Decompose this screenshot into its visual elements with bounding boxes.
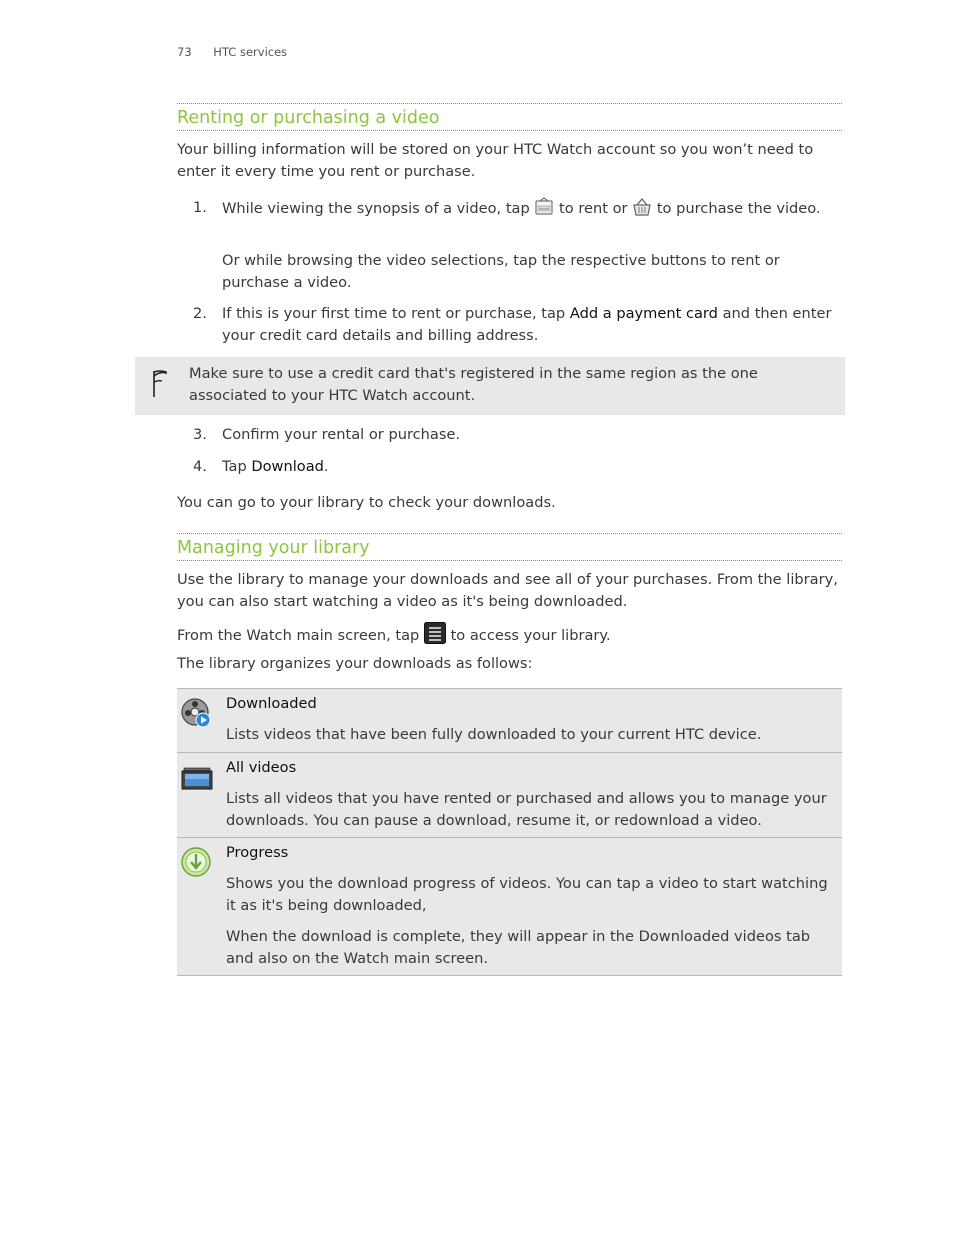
row-title-all-videos: All videos: [226, 759, 297, 776]
page-number: 73: [177, 45, 192, 59]
section1-intro: Your billing information will be stored on your HTC Watch account so you won’t need to enter it every time you rent or purchase.: [177, 141, 814, 180]
access-part1: From the Watch main screen, tap: [177, 627, 420, 644]
step-1-number: 1.: [193, 199, 207, 216]
step-1-part3: to purchase the: [656, 200, 772, 217]
step-2-text: [222, 303, 834, 347]
note-text: Make sure to use a credit card that's registered in the same region as the one associated to your HTC Watch account.: [189, 365, 758, 404]
rent-icon: [534, 197, 554, 224]
page-header: [177, 45, 287, 59]
step-4-suffix: .: [323, 458, 329, 475]
library-row-all-videos: [177, 753, 842, 838]
access-library-text: [177, 622, 842, 651]
step-4-text: [222, 456, 834, 478]
section1-outro: You can go to your library to check your downloads.: [177, 494, 556, 511]
section-title-renting: Renting or purchasing a video: [177, 103, 842, 131]
purchase-basket-icon: [632, 197, 652, 224]
step-2-number: 2.: [193, 305, 207, 322]
access-part2: to access your library.: [450, 627, 611, 644]
section-title-library: Managing your library: [177, 533, 842, 561]
flag-note-icon: [151, 369, 169, 403]
download-label: Download: [251, 458, 324, 475]
progress-download-icon: [180, 846, 212, 878]
add-payment-card-label: Add a payment card: [569, 305, 718, 322]
row-title-downloaded: Downloaded: [226, 695, 317, 712]
step-1-part4: video.: [776, 200, 821, 217]
step-1-part2: to rent or: [559, 200, 628, 217]
step-3-text: Confirm your rental or purchase.: [222, 426, 461, 443]
step-2-part1: If this is your first time to rent or purchase, tap: [222, 305, 566, 322]
step-1-text: [222, 197, 834, 224]
step-4-prefix: Tap: [222, 458, 247, 475]
row-desc-downloaded: Lists videos that have been fully downloaded to your current HTC device.: [226, 726, 762, 743]
library-organizes-text: The library organizes your downloads as follows:: [177, 655, 533, 672]
header-section-name: HTC services: [213, 45, 288, 59]
step-1-subtext: Or while browsing the video selections, tap the respective buttons to rent or purchase a video.: [222, 252, 780, 291]
row-desc-progress: Shows you the download progress of videos. You can tap a video to start watching it as it's being downloaded,: [226, 875, 828, 914]
step-2-part2: and then enter your credit card details and billing address.: [222, 305, 832, 344]
row-title-progress: Progress: [226, 844, 289, 861]
library-row-progress: [177, 838, 842, 976]
note-box: [135, 357, 845, 415]
library-table: [177, 688, 842, 976]
library-row-downloaded: [177, 689, 842, 753]
section2-intro: Use the library to manage your downloads and see all of your purchases. From the library, you can also start watching a video as it's being downloaded.: [177, 571, 838, 610]
all-videos-icon: [180, 761, 212, 793]
downloaded-film-icon: [180, 697, 212, 729]
step-4-number: 4.: [193, 458, 207, 475]
step-1-part1: While viewing the synopsis of a video, tap: [222, 200, 530, 217]
step-3-number: 3.: [193, 426, 207, 443]
row-desc-all-videos: Lists all videos that you have rented or purchased and allows you to manage your downloads. You can pause a download, resume it, or redownload a video.: [226, 790, 827, 829]
menu-icon: [424, 622, 446, 651]
row-desc-progress-complete: When the download is complete, they will appear in the Downloaded videos tab and also on the Watch main screen.: [226, 928, 811, 967]
